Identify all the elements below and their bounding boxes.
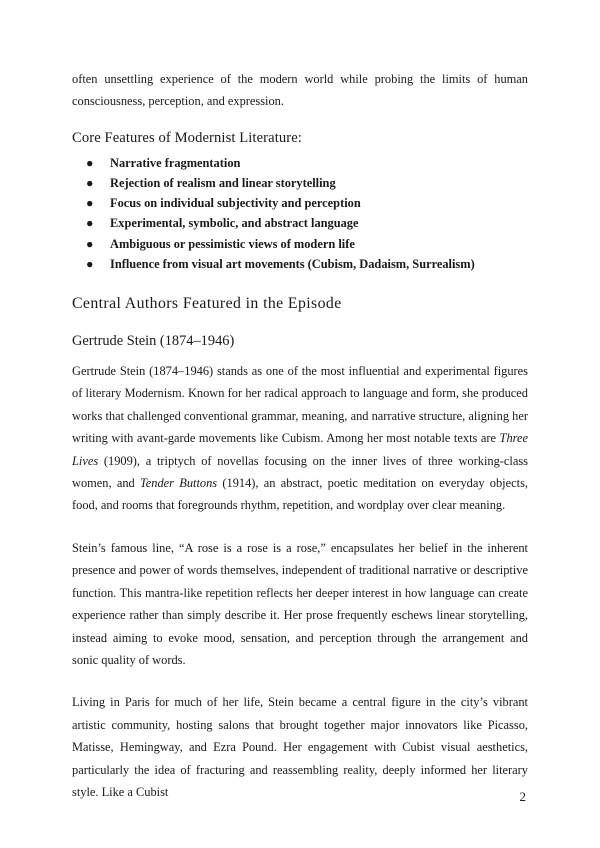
list-item-text: Experimental, symbolic, and abstract language <box>110 216 359 231</box>
bullet-icon: ● <box>86 196 94 211</box>
book-title-three-lives: Three Lives <box>72 431 528 468</box>
stein-paragraph-3: Living in Paris for much of her life, Stein became a central figure in the city’s vibrant artistic community, hosting salons that brought together major innovators like Picasso, Matisse, Hemingway, and Ezra Pound. Her engagement with Cubist visual aesthetics, particularly the idea of fracturing and reassembling reality, deeply informed her literary style. Like a Cubist <box>72 695 528 799</box>
list-item <box>72 254 528 274</box>
stein-p1-text-c: (1914), an abstract, poetic meditation on everyday objects, food, and rooms that foregrounds rhythm, repetition, and wordplay over clear meaning. <box>72 476 528 513</box>
bullet-icon: ● <box>86 236 94 251</box>
list-item-text: Focus on individual subjectivity and perception <box>110 196 361 211</box>
document-page <box>72 68 528 803</box>
list-item-text: Rejection of realism and linear storytelling <box>110 176 336 191</box>
list-item <box>72 234 528 254</box>
list-item <box>72 153 528 173</box>
stein-heading: Gertrude Stein (1874–1946) <box>72 333 235 350</box>
stein-paragraph-1 <box>72 360 528 517</box>
intro-paragraph: often unsettling experience of the modern world while probing the limits of human consciousness, perception, and expression. <box>72 72 528 109</box>
list-item <box>72 193 528 213</box>
bullet-icon: ● <box>86 155 94 170</box>
bullet-icon: ● <box>86 176 94 191</box>
list-item <box>72 173 528 193</box>
central-authors-heading: Central Authors Featured in the Episode <box>72 295 342 313</box>
list-item-text: Ambiguous or pessimistic views of modern life <box>110 236 355 251</box>
core-features-heading: Core Features of Modernist Literature: <box>72 129 302 146</box>
stein-p1-text-b: (1909), a triptych of novellas focusing on the inner lives of three working-class women, and <box>72 453 528 491</box>
bullet-icon: ● <box>86 216 94 231</box>
core-features-list <box>72 153 528 274</box>
book-title-tender-buttons: Tender Buttons <box>140 476 218 491</box>
list-item-text: Influence from visual art movements (Cubism, Dadaism, Surrealism) <box>110 256 475 271</box>
stein-paragraph-2: Stein’s famous line, “A rose is a rose is a rose,” encapsulates her belief in the inherent presence and power of words themselves, independent of traditional narrative or descriptive function. This mantra-like repetition reflects her deeper interest in how language can create experience rather than simply describe it. Her prose frequently eschews linear storytelling, instead aiming to evoke mood, sensation, and perception through the arrangement and sonic quality of words. <box>72 540 528 667</box>
stein-p1-text-a: Gertrude Stein (1874–1946) stands as one of the most influential and experimental figures of literary Modernism. Known for her radical approach to language and form, she produced works that challenged conventional grammar, meaning, and narrative structure, aligning her writing with avant-garde movements like Cubism. Among her most notable texts are <box>72 364 528 446</box>
list-item <box>72 213 528 233</box>
bullet-icon: ● <box>86 256 94 271</box>
page-number: 2 <box>519 789 526 804</box>
list-item-text: Narrative fragmentation <box>110 155 241 170</box>
